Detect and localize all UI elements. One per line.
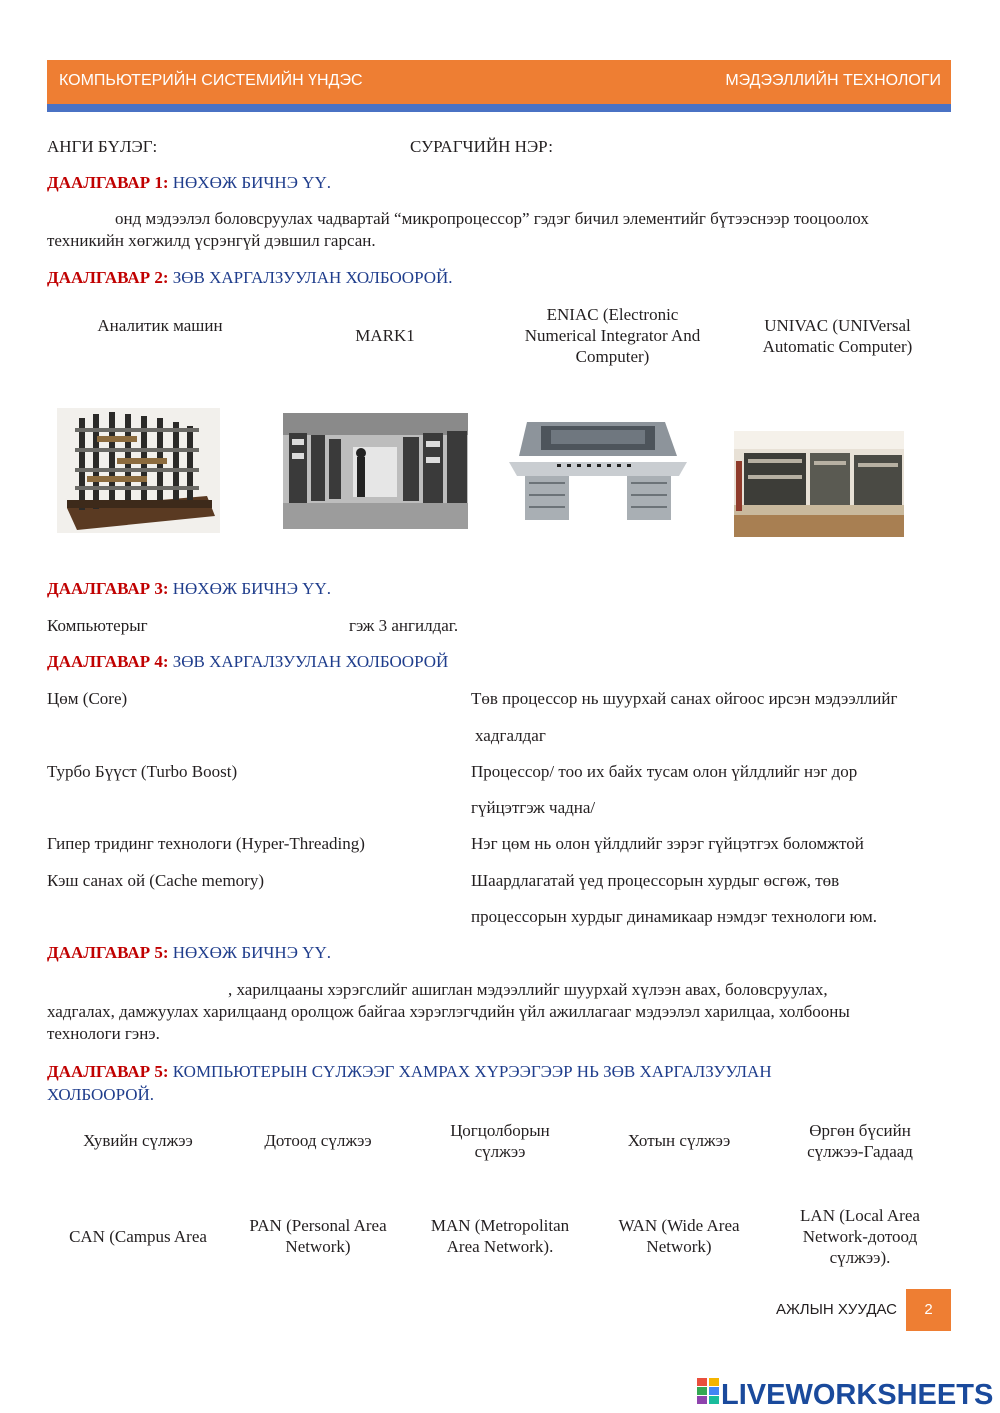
- task6-label: ДААЛГАВАР 5:: [47, 1062, 169, 1081]
- task3-heading: [47, 579, 331, 599]
- task6-heading: [47, 1060, 772, 1106]
- task1-heading: [47, 173, 331, 193]
- network-abbr-lan: LAN (Local Area Network-дотоод сүлжээ).: [800, 1206, 920, 1267]
- computer-name-univac: UNIVAC (UNIVersal Automatic Computer): [762, 316, 913, 356]
- task1-line2: техникийн хөгжилд үсрэнгүй дэвшил гарсан.: [47, 231, 376, 250]
- course-title: КОМПЬЮТЕРИЙН СИСТЕМИЙН ҮНДЭС: [59, 72, 363, 89]
- term-core: Цөм (Core): [47, 689, 128, 708]
- task6-title-line2: ХОЛБООРОЙ.: [47, 1085, 155, 1104]
- term-turbo-boost: Турбо Бүүст (Turbo Boost): [47, 762, 238, 781]
- task2-title: ЗӨВ ХАРГАЛЗУУЛАН ХОЛБООРОЙ.: [172, 268, 453, 287]
- task4-heading: [47, 652, 448, 672]
- definition-line-3: Процессор/ тоо их байх тусам олон үйлдлийг нэг дор: [471, 762, 858, 781]
- network-type-personal: Хувийн сүлжээ: [83, 1131, 193, 1150]
- task2-heading: [47, 268, 453, 288]
- computer-name-mark1: MARK1: [355, 326, 415, 345]
- network-abbr-man: MAN (Metropolitan Area Network).: [430, 1216, 570, 1256]
- task4-label: ДААЛГАВАР 4:: [47, 652, 169, 671]
- eniac-image[interactable]: [507, 418, 689, 523]
- task1-body: [47, 208, 951, 252]
- task5-title: НӨХӨЖ БИЧНЭ ҮҮ.: [172, 943, 331, 962]
- task1-title: НӨХӨЖ БИЧНЭ ҮҮ.: [172, 173, 331, 192]
- definition-line-1: Төв процессор нь шуурхай санах ойгоос ирсэн мэдээллийг: [471, 689, 898, 708]
- term-hyper-threading: Гипер тридинг технологи (Hyper-Threading): [47, 834, 365, 853]
- task5-line2: хадгалах, дамжуулах харилцаанд оролцож байгаа хэрэглэгчдийн үйл ажиллагааг мэдээлэл харилцаа, холбооны: [47, 1002, 850, 1021]
- liveworksheets-logo-icon: [697, 1378, 719, 1412]
- computer-name-analytic: Аналитик машин: [97, 316, 223, 335]
- network-abbr-can: CAN (Campus Area: [69, 1227, 207, 1246]
- definition-line-6: Шаардлагатай үед процессорын хурдыг өсгөж, төв: [471, 871, 840, 890]
- task5-heading: [47, 943, 331, 963]
- subject-title: МЭДЭЭЛЛИЙН ТЕХНОЛОГИ: [725, 72, 941, 89]
- definition-line-4: гүйцэтгэж чадна/: [471, 798, 596, 817]
- liveworksheets-wordmark: LIVEWORKSHEETS: [721, 1378, 994, 1411]
- task5-label: ДААЛГАВАР 5:: [47, 943, 169, 962]
- definition-line-5: Нэг цөм нь олон үйлдлийг зэрэг гүйцэтгэх боломжтой: [471, 834, 864, 853]
- task5-line1: , харилцааны хэрэгслийг ашиглан мэдээллийг шуурхай хүлээн авах, боловсруулах,: [228, 980, 828, 999]
- task2-label: ДААЛГАВАР 2:: [47, 268, 169, 287]
- task3-text-start: Компьютерыг: [47, 616, 148, 635]
- computer-name-eniac: ENIAC (Electronic Numerical Integrator And Computer): [524, 305, 701, 366]
- mark1-image[interactable]: [283, 413, 468, 529]
- student-name-label: СУРАГЧИЙН НЭР:: [410, 137, 553, 156]
- header-divider: [47, 104, 951, 112]
- task5-body: [47, 979, 951, 1045]
- page-header: [47, 60, 951, 104]
- task6-title-line1: КОМПЬЮТЕРЫН СҮЛЖЭЭГ ХАМРАХ ХҮРЭЭГЭЭР НЬ ЗӨВ ХАРГАЛЗУУЛАН: [172, 1062, 772, 1081]
- task3-label: ДААЛГАВАР 3:: [47, 579, 169, 598]
- term-cache-memory: Кэш санах ой (Cache memory): [47, 871, 264, 890]
- univac-image[interactable]: [734, 431, 904, 537]
- page-number: 2: [906, 1289, 951, 1331]
- footer-label: АЖЛЫН ХУУДАС: [775, 1301, 897, 1318]
- definition-line-7: процессорын хурдыг динамикаар нэмдэг технологи юм.: [471, 907, 878, 926]
- liveworksheets-brand[interactable]: [697, 1378, 994, 1411]
- network-abbr-wan: WAN (Wide Area Network): [618, 1216, 740, 1256]
- task4-title: ЗӨВ ХАРГАЛЗУУЛАН ХОЛБООРОЙ: [172, 652, 449, 671]
- analytical-engine-image[interactable]: [57, 408, 220, 533]
- network-type-wide: Өргөн бүсийн сүлжээ-Гадаад: [807, 1121, 913, 1161]
- class-label: АНГИ БҮЛЭГ:: [47, 137, 158, 156]
- task5-line3: технологи гэнэ.: [47, 1024, 160, 1043]
- network-type-local: Дотоод сүлжээ: [264, 1131, 372, 1150]
- definition-line-2: хадгалдаг: [475, 726, 546, 745]
- task1-label: ДААЛГАВАР 1:: [47, 173, 169, 192]
- network-type-campus: Цогцолборын сүлжээ: [450, 1121, 550, 1161]
- task3-text-end: гэж 3 ангилдаг.: [349, 616, 459, 635]
- network-abbr-pan: PAN (Personal Area Network): [249, 1216, 387, 1256]
- task3-title: НӨХӨЖ БИЧНЭ ҮҮ.: [172, 579, 331, 598]
- task1-line1: онд мэдээлэл боловсруулах чадвартай “микропроцессор” гэдэг бичил элементийг бүтээснээр тооцоолох: [115, 209, 869, 228]
- network-type-city: Хотын сүлжээ: [627, 1131, 731, 1150]
